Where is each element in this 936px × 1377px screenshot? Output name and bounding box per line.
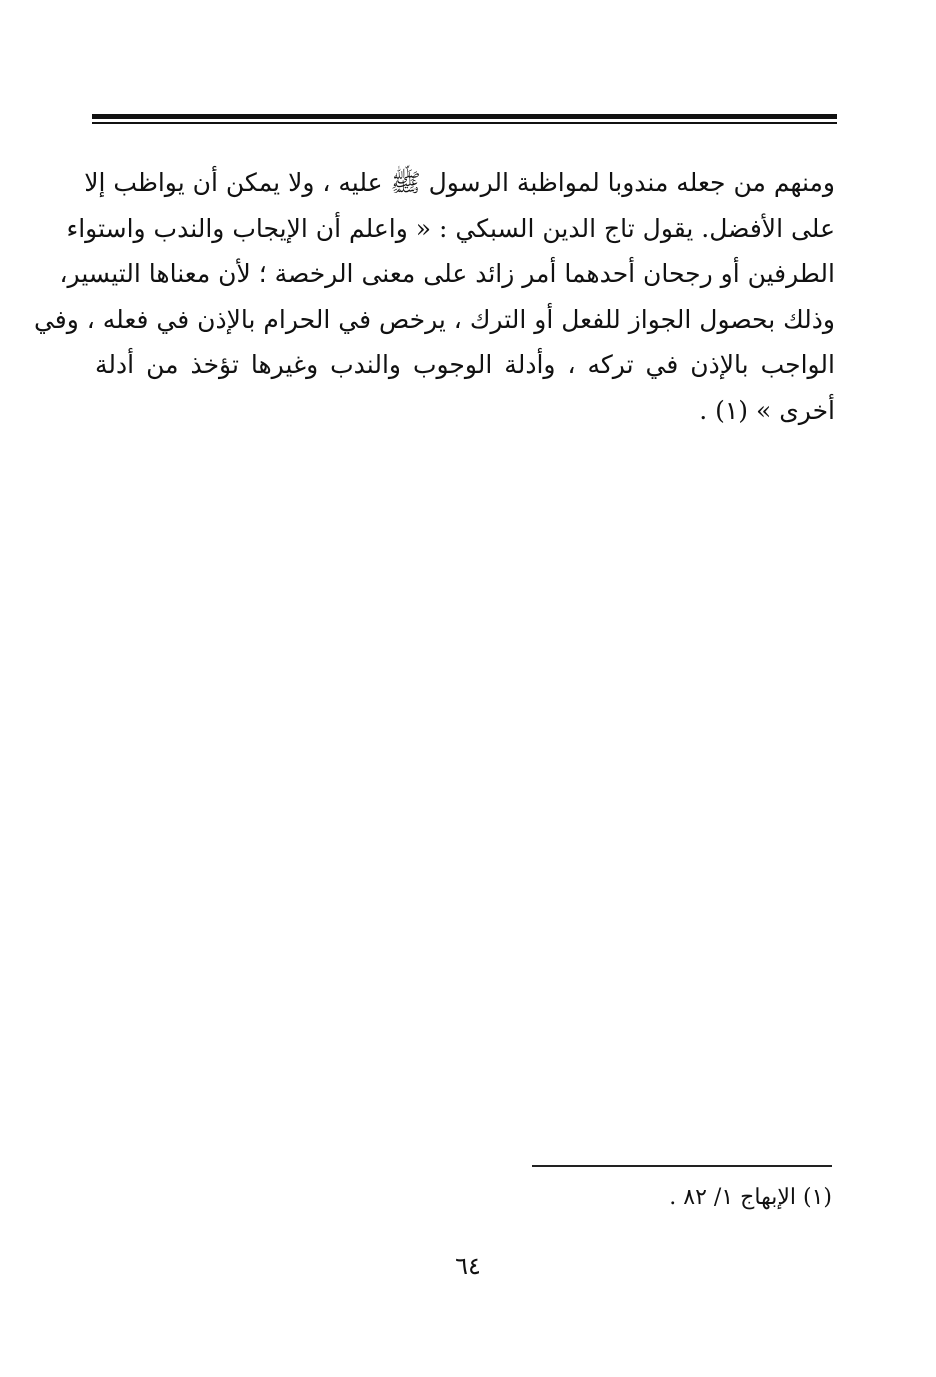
main-paragraph	[33, 160, 835, 433]
paragraph-line-3: الطرفين أو رجحان أحدهما أمر زائد على معنى الرخصة ؛ لأن معناها التيسير،	[59, 259, 835, 288]
page-number: ٦٤	[455, 1252, 481, 1280]
header-rule-thick	[92, 114, 837, 119]
paragraph-line-1: ومنهم من جعله مندوبا لمواظبة الرسول ﷺ عليه ، ولا يمكن أن يواظب إلا	[84, 168, 835, 197]
paragraph-line-6: أخرى » (١) .	[699, 395, 835, 425]
header-rule-thin	[92, 122, 837, 124]
footnote-separator	[532, 1165, 832, 1167]
footnote-text: (١) الإبهاج ١/ ٨٢ .	[669, 1185, 832, 1210]
header-double-rule	[92, 114, 837, 126]
paragraph-line-5: الواجب بالإذن في تركه ، وأدلة الوجوب والندب وغيرها تؤخذ من أدلة	[95, 350, 835, 379]
paragraph-line-2: على الأفضل. يقول تاج الدين السبكي : « واعلم أن الإيجاب والندب واستواء	[66, 213, 835, 243]
paragraph-line-4: وذلك بحصول الجواز للفعل أو الترك ، يرخص في الحرام بالإذن في فعله ، وفي	[33, 304, 835, 334]
